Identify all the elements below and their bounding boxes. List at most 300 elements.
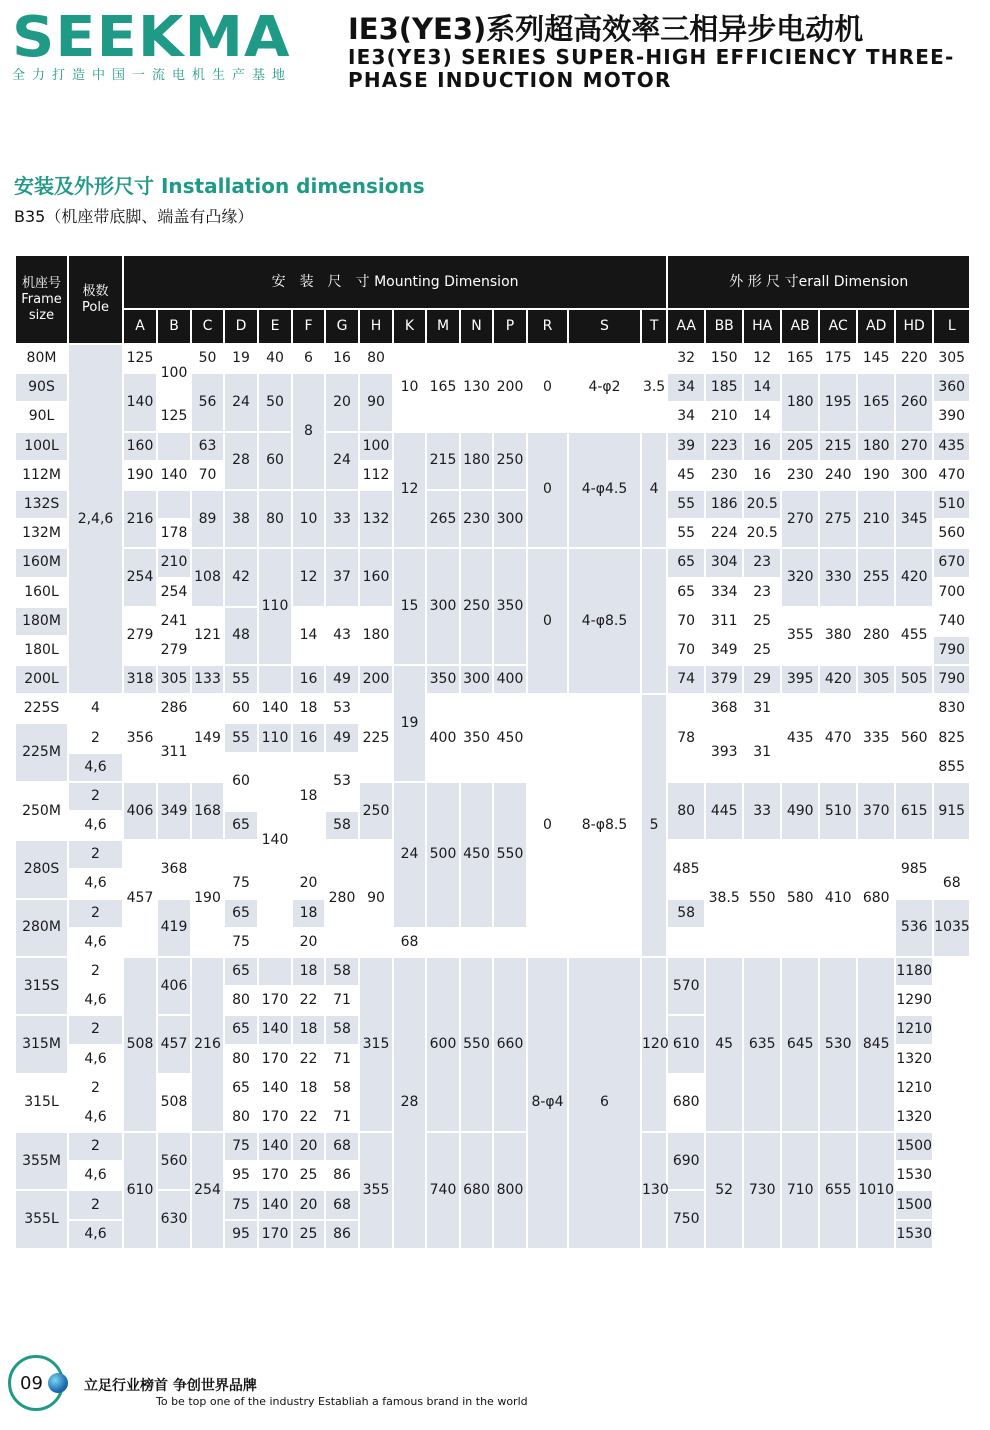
cell-n: 350 — [460, 694, 493, 782]
cell-pole: 2 — [68, 957, 123, 986]
cell-k: 10 — [393, 344, 426, 432]
cell-hd: 420 — [895, 548, 933, 606]
cell-aa: 39 — [667, 432, 705, 461]
cell-k: 28 — [393, 957, 426, 1249]
col-header: B — [157, 309, 191, 344]
brand-tagline: 全力打造中国一流电机生产基地 — [12, 68, 293, 83]
cell-l: 740 — [933, 607, 970, 636]
col-header: AC — [819, 309, 857, 344]
cell-l: 1320 — [895, 1045, 933, 1074]
cell-aa: 70 — [667, 636, 705, 665]
cell-s: 4-φ2 — [568, 344, 641, 432]
cell-bb: 223 — [705, 432, 743, 461]
cell-l: 1500 — [895, 1132, 933, 1161]
cell-ha: 12 — [743, 344, 781, 373]
cell-aa: 80 — [667, 782, 705, 840]
cell-m: 740 — [426, 1132, 460, 1249]
col-header: K — [393, 309, 426, 344]
cell-ha: 25 — [743, 636, 781, 665]
cell-e: 50 — [258, 373, 292, 431]
cell-g: 71 — [325, 1103, 359, 1132]
cell-ha: 29 — [743, 665, 781, 694]
cell-ad: 305 — [857, 665, 895, 694]
cell-f: 22 — [292, 1045, 325, 1074]
cell-pole: 4,6 — [68, 1045, 123, 1074]
cell-l: 855 — [933, 753, 970, 782]
table-row — [15, 344, 970, 373]
cell-c: 89 — [191, 490, 224, 548]
header-frame — [15, 255, 68, 344]
cell-p: 800 — [493, 1132, 527, 1249]
cell-d: 80 — [224, 1045, 258, 1074]
cell-l: 510 — [933, 490, 970, 519]
cell-bb: 334 — [705, 578, 743, 607]
cell-l: 1180 — [895, 957, 933, 986]
cell-ha: 31 — [743, 694, 781, 723]
cell-l: 985 — [895, 840, 933, 898]
cell-aa: 45 — [667, 461, 705, 490]
cell-f: 25 — [292, 1220, 325, 1249]
cell-k: 15 — [393, 548, 426, 665]
header-pole — [68, 255, 123, 344]
cell-hd: 270 — [895, 432, 933, 461]
cell-g: 58 — [325, 957, 359, 986]
cell-g: 53 — [325, 753, 359, 811]
cell-h: 160 — [359, 548, 393, 606]
cell-aa: 130 — [641, 1132, 667, 1249]
cell-h: 112 — [359, 461, 393, 490]
slogan-chinese: 立足行业榜首 争创世界品牌 — [84, 1378, 257, 1394]
cell-n: 230 — [460, 490, 493, 548]
cell-e: 140 — [258, 1074, 292, 1103]
page-number: 09 — [20, 1373, 43, 1394]
cell-hd: 455 — [895, 607, 933, 665]
cell-ad: 255 — [857, 548, 895, 606]
cell-h: 355 — [359, 1132, 393, 1249]
cell-frame: 225M — [15, 723, 68, 781]
cell-hd: 505 — [895, 665, 933, 694]
cell-c: 168 — [191, 782, 224, 840]
cell-p: 350 — [493, 548, 527, 665]
cell-b: 279 — [157, 636, 191, 665]
cell-a: 457 — [123, 840, 157, 957]
cell-ac: 710 — [781, 1132, 819, 1249]
cell-e: 140 — [258, 753, 292, 928]
cell-ac: 215 — [819, 432, 857, 461]
header-pole-cn: 极数 — [82, 283, 109, 299]
cell-frame: 160L — [15, 578, 68, 607]
cell-e: 170 — [258, 986, 292, 1015]
cell-b: 349 — [157, 782, 191, 840]
cell-b: 630 — [157, 1190, 191, 1248]
cell-bb: 150 — [705, 344, 743, 373]
cell-h: 132 — [359, 490, 393, 548]
header-pole-en: Pole — [82, 299, 109, 315]
cell-h: 80 — [359, 344, 393, 373]
cell-e: 140 — [258, 1190, 292, 1219]
cell-d: 75 — [224, 869, 258, 898]
cell-d: 19 — [224, 344, 258, 373]
cell-b: 140 — [157, 461, 191, 490]
cell-ad: 210 — [857, 490, 895, 548]
cell-hd: 1010 — [857, 1132, 895, 1249]
header-frame-en: Frame — [21, 291, 62, 307]
cell-l: 790 — [933, 665, 970, 694]
cell-frame: 250M — [15, 782, 68, 840]
cell-n: 250 — [460, 548, 493, 665]
cell-m: 300 — [426, 548, 460, 665]
cell-d: 75 — [224, 928, 258, 957]
cell-l: 305 — [933, 344, 970, 373]
cell-l: 700 — [933, 578, 970, 607]
cell-ad: 335 — [857, 694, 895, 782]
cell-l: 390 — [933, 402, 970, 431]
cell-ab: 730 — [743, 1132, 781, 1249]
cell-d: 60 — [224, 753, 258, 811]
cell-pole: 2 — [68, 1015, 123, 1044]
cell-c: 216 — [191, 957, 224, 1132]
cell-frame: 90L — [15, 402, 68, 431]
cell-bb: 368 — [705, 694, 743, 723]
col-header: H — [359, 309, 393, 344]
cell-hd: 260 — [895, 373, 933, 431]
cell-r: 0 — [527, 694, 568, 957]
cell-c: 190 — [191, 840, 224, 957]
col-header: M — [426, 309, 460, 344]
cell-pole: 2 — [68, 1074, 123, 1103]
cell-ab: 435 — [781, 694, 819, 782]
cell-ha: 16 — [743, 461, 781, 490]
cell-pole: 2 — [68, 1132, 123, 1161]
col-header: T — [641, 309, 667, 344]
cell-ab: 230 — [781, 461, 819, 490]
cell-e: 60 — [258, 432, 292, 490]
cell-g: 16 — [325, 344, 359, 373]
slogan-english: To be top one of the industry Establiah a famous brand in the world — [156, 1395, 528, 1408]
cell-e — [258, 665, 292, 694]
cell-a: 406 — [123, 782, 157, 840]
cell-hd: 220 — [895, 344, 933, 373]
cell-m: 165 — [426, 344, 460, 432]
cell-n: 450 — [460, 782, 493, 928]
cell-ac: 510 — [819, 782, 857, 840]
cell-p: 200 — [493, 344, 527, 432]
col-header: C — [191, 309, 224, 344]
cell-g: 49 — [325, 665, 359, 694]
cell-f: 22 — [292, 1103, 325, 1132]
cell-l: 470 — [933, 461, 970, 490]
cell-bb: 186 — [705, 490, 743, 519]
cell-b: 419 — [157, 899, 191, 957]
cell-pole: 2,4,6 — [68, 344, 123, 694]
cell-r: 0 — [527, 548, 568, 694]
cell-l: 1210 — [895, 1015, 933, 1044]
cell-p: 300 — [493, 490, 527, 548]
cell-ha: 45 — [705, 957, 743, 1132]
cell-l: 1290 — [895, 986, 933, 1015]
cell-ha: 23 — [743, 578, 781, 607]
cell-a: 508 — [123, 957, 157, 1132]
cell-g: 58 — [325, 1015, 359, 1044]
cell-f: 22 — [292, 986, 325, 1015]
cell-hd: 345 — [895, 490, 933, 548]
cell-b: 286 — [157, 694, 191, 723]
cell-frame: 200L — [15, 665, 68, 694]
cell-bb: 690 — [667, 1132, 705, 1190]
cell-frame: 112M — [15, 461, 68, 490]
cell-bb: 570 — [667, 957, 705, 1015]
cell-frame: 132S — [15, 490, 68, 519]
page-title — [348, 12, 988, 92]
cell-l: 560 — [933, 519, 970, 548]
title-english-line2: PHASE INDUCTION MOTOR — [348, 68, 672, 92]
cell-b — [157, 432, 191, 461]
cell-e — [258, 928, 292, 957]
cell-a: 125 — [123, 344, 157, 373]
cell-l: 1320 — [895, 1103, 933, 1132]
cell-b: 368 — [157, 840, 191, 898]
cell-g: 68 — [933, 869, 970, 898]
cell-e: 170 — [258, 1103, 292, 1132]
cell-d: 95 — [224, 1220, 258, 1249]
cell-pole: 2 — [68, 1190, 123, 1219]
cell-hd: 615 — [895, 782, 933, 840]
cell-a: 160 — [123, 432, 157, 461]
cell-g: 68 — [325, 1132, 359, 1161]
cell-ha: 52 — [705, 1132, 743, 1249]
cell-frame: 225S — [15, 694, 68, 723]
cell-ab: 205 — [781, 432, 819, 461]
col-header: HA — [743, 309, 781, 344]
table-row — [15, 548, 970, 577]
cell-b: 241 — [157, 607, 191, 636]
cell-ab: 355 — [781, 607, 819, 665]
cell-aa: 65 — [667, 548, 705, 577]
cell-e: 110 — [258, 723, 292, 752]
cell-aa: 55 — [667, 490, 705, 519]
cell-h: 200 — [359, 665, 393, 694]
header-overall-dimension: 外 形 尺 寸erall Dimension — [667, 255, 970, 309]
cell-pole: 2 — [68, 723, 123, 752]
dimensions-table — [14, 254, 971, 1250]
col-header: N — [460, 309, 493, 344]
cell-frame: 280M — [15, 899, 68, 957]
table-row — [15, 694, 970, 723]
cell-g: 49 — [325, 723, 359, 752]
cell-ad: 370 — [857, 782, 895, 840]
cell-d: 65 — [224, 899, 258, 928]
cell-g — [292, 840, 325, 869]
cell-frame: 315S — [15, 957, 68, 1015]
cell-g: 86 — [325, 1161, 359, 1190]
cell-r: 0 — [527, 344, 568, 432]
cell-d: 55 — [224, 723, 258, 752]
cell-h: 100 — [359, 432, 393, 461]
cell-ad: 180 — [857, 432, 895, 461]
cell-pole: 4 — [68, 694, 123, 723]
col-header: F — [292, 309, 325, 344]
cell-a: 318 — [123, 665, 157, 694]
cell-g: 53 — [325, 694, 359, 723]
cell-ad: 655 — [819, 1132, 857, 1249]
cell-bb: 230 — [705, 461, 743, 490]
cell-e: 140 — [258, 1132, 292, 1161]
cell-f: 18 — [292, 1074, 325, 1103]
cell-f: 18 — [292, 753, 325, 841]
cell-ac: 330 — [819, 548, 857, 606]
cell-ab: 165 — [781, 344, 819, 373]
globe-icon — [48, 1373, 68, 1393]
cell-frame: 100L — [15, 432, 68, 461]
cell-p: 660 — [493, 957, 527, 1132]
cell-l: 670 — [933, 548, 970, 577]
cell-ad: 280 — [857, 607, 895, 665]
cell-t: 6 — [568, 957, 641, 1249]
cell-a: 279 — [123, 607, 157, 665]
cell-ac: 380 — [819, 607, 857, 665]
cell-bb: 485 — [667, 840, 705, 898]
cell-m: 215 — [426, 432, 460, 490]
cell-h: 225 — [359, 694, 393, 782]
cell-g: 24 — [325, 432, 359, 490]
cell-frame: 80M — [15, 344, 68, 373]
cell-k: 19 — [393, 665, 426, 782]
cell-b: 560 — [157, 1132, 191, 1190]
cell-k: 24 — [393, 782, 426, 928]
cell-hd: 845 — [857, 957, 895, 1132]
cell-ac: 195 — [819, 373, 857, 431]
cell-h: 250 — [359, 782, 393, 840]
cell-l: 1530 — [895, 1161, 933, 1190]
cell-c: 108 — [191, 548, 224, 606]
cell-d: 48 — [224, 607, 258, 665]
cell-b: 100 — [157, 344, 191, 402]
cell-pole: 4,6 — [68, 1103, 123, 1132]
cell-n: 550 — [460, 957, 493, 1132]
section-subtitle: B35（机座带底脚、端盖有凸缘） — [14, 207, 254, 226]
cell-frame: 180M — [15, 607, 68, 636]
cell-f: 20 — [292, 869, 325, 898]
cell-c: 133 — [191, 665, 224, 694]
header-mounting-dimension: 安 装 尺 寸 Mounting Dimension — [123, 255, 667, 309]
cell-bb: 349 — [705, 636, 743, 665]
cell-ha: 38.5 — [705, 840, 743, 957]
cell-frame: 315M — [15, 1015, 68, 1073]
cell-d: 42 — [224, 548, 258, 606]
cell-f: 8 — [292, 373, 325, 490]
cell-m: 350 — [426, 665, 460, 694]
cell-ab: 490 — [781, 782, 819, 840]
col-header: S — [568, 309, 641, 344]
cell-aa: 78 — [667, 694, 705, 782]
cell-pole: 4,6 — [68, 811, 123, 840]
cell-e: 110 — [258, 548, 292, 665]
col-header: AA — [667, 309, 705, 344]
cell-a: 140 — [123, 373, 157, 431]
cell-t: 4 — [641, 432, 667, 549]
section-title: 安装及外形尺寸 Installation dimensions — [14, 174, 425, 198]
cell-h: 315 — [359, 957, 393, 1132]
col-header: AD — [857, 309, 895, 344]
cell-l: 790 — [933, 636, 970, 665]
cell-a: 254 — [123, 548, 157, 606]
cell-ha: 14 — [743, 402, 781, 431]
cell-b: 406 — [157, 957, 191, 1015]
cell-bb: 311 — [705, 607, 743, 636]
cell-l: 435 — [933, 432, 970, 461]
table-row — [15, 490, 970, 519]
cell-m: 500 — [426, 782, 460, 928]
cell-l: 1500 — [895, 1190, 933, 1219]
cell-b: 457 — [157, 1015, 191, 1073]
cell-ac: 470 — [819, 694, 857, 782]
cell-frame: 315L — [15, 1074, 68, 1132]
cell-bb: 750 — [667, 1190, 705, 1248]
table-row — [15, 957, 970, 986]
cell-b: 210 — [157, 548, 191, 577]
cell-g: 68 — [393, 928, 426, 957]
cell-t: 5 — [641, 694, 667, 957]
cell-k: 12 — [393, 432, 426, 549]
title-chinese: IE3(YE3)系列超高效率三相异步电动机 — [348, 12, 864, 46]
cell-t: 3.5 — [641, 344, 667, 432]
cell-g: 58 — [325, 1074, 359, 1103]
cell-bb: 379 — [705, 665, 743, 694]
cell-ha: 25 — [743, 607, 781, 636]
cell-l: 1210 — [895, 1074, 933, 1103]
cell-ab: 270 — [781, 490, 819, 548]
cell-bb: 185 — [705, 373, 743, 402]
cell-ac: 645 — [781, 957, 819, 1132]
cell-ha: 20.5 — [743, 519, 781, 548]
col-header: BB — [705, 309, 743, 344]
cell-aa: 34 — [667, 402, 705, 431]
cell-n: 180 — [460, 432, 493, 490]
cell-e: 140 — [258, 1015, 292, 1044]
cell-c: 70 — [191, 461, 224, 490]
cell-s: 4-φ4.5 — [568, 432, 641, 549]
col-header: D — [224, 309, 258, 344]
cell-l: 915 — [933, 782, 970, 840]
cell-g: 37 — [325, 548, 359, 606]
cell-p: 250 — [493, 432, 527, 490]
cell-aa: 74 — [667, 665, 705, 694]
cell-aa: 55 — [667, 519, 705, 548]
cell-s: 8-φ8.5 — [568, 694, 641, 957]
cell-pole: 2 — [68, 840, 123, 869]
cell-c: 149 — [191, 694, 224, 782]
cell-g: 33 — [325, 490, 359, 548]
cell-m: 600 — [426, 957, 460, 1132]
cell-l: 830 — [933, 694, 970, 723]
cell-f: 16 — [292, 665, 325, 694]
cell-ab: 180 — [781, 373, 819, 431]
cell-f: 20 — [292, 1132, 325, 1161]
cell-a: 216 — [123, 490, 157, 548]
table-row — [15, 782, 970, 811]
cell-bb: 610 — [667, 1015, 705, 1073]
cell-g: 86 — [325, 1220, 359, 1249]
cell-e — [258, 957, 292, 986]
cell-ab: 550 — [743, 840, 781, 957]
cell-aa: 120 — [641, 957, 667, 1132]
cell-b: 311 — [157, 723, 191, 781]
cell-f: 20 — [292, 1190, 325, 1219]
cell-b: 254 — [157, 578, 191, 607]
cell-e: 170 — [258, 1161, 292, 1190]
header-frame-cn: 机座号 — [21, 275, 61, 291]
cell-b: 125 — [157, 402, 191, 431]
